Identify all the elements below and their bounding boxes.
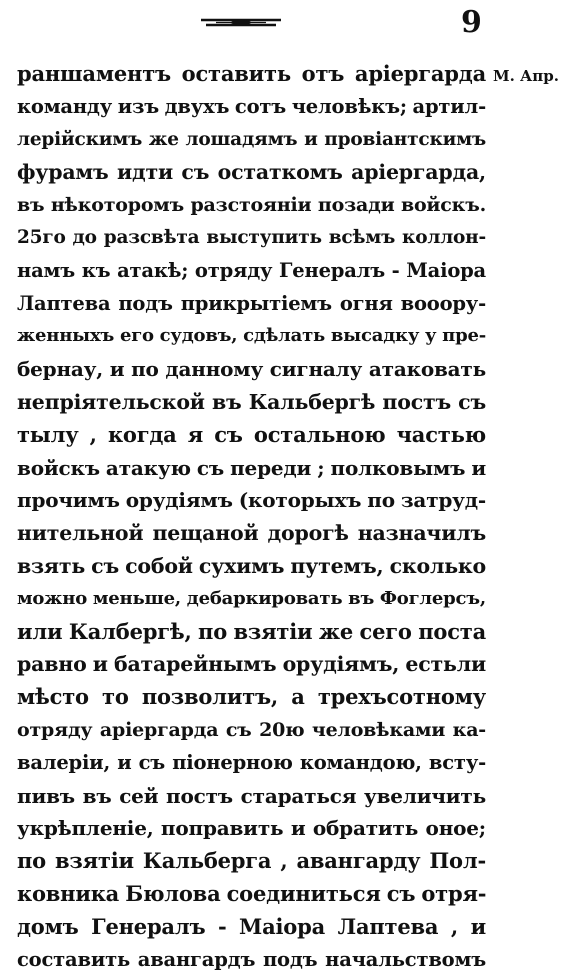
text-line: равно и батарейнымъ орудіямъ, естьли xyxy=(17,652,486,677)
text-line: Лаптева подъ прикрытіемъ огня вооору- xyxy=(17,291,486,315)
text-line: укрѣпленіе, поправить и обратить оное; xyxy=(17,816,486,841)
text-line: отряду аріергарда съ 20ю человѣками ка- xyxy=(17,718,486,741)
body-text xyxy=(17,58,486,976)
text-line: ковника Бюлова соединиться съ отря- xyxy=(17,880,487,906)
text-line: тылу , когда я съ остальною частью xyxy=(17,421,486,447)
text-line: раншаментъ оставить отъ аріергарда xyxy=(17,61,486,86)
text-line: фурамъ идти съ остаткомъ аріергарда, xyxy=(17,160,486,185)
text-line: пивъ въ сей постъ стараться увеличить xyxy=(17,783,486,808)
text-line: 25го до разсвѣта выступить всѣмъ коллон- xyxy=(17,226,486,248)
double-rule-ornament-icon xyxy=(200,17,282,29)
text-line: мѣсто то позволитъ, а трехъсотному xyxy=(17,684,486,710)
text-line: намъ къ атакѣ; отряду Генералъ - Маіора xyxy=(17,258,486,282)
text-line: можно меньше, дебаркировать въ Фоглерсъ, xyxy=(17,587,486,609)
text-line: составить авангардъ подъ начальствомъ xyxy=(17,947,486,971)
margin-note: М. Апр. xyxy=(493,67,559,85)
text-line: прочимъ орудіямъ (которыхъ по затруд- xyxy=(17,488,486,513)
text-line: взять съ собой сухимъ путемъ, сколько xyxy=(17,553,486,578)
text-line: непріятельской въ Кальбергѣ постъ съ xyxy=(17,389,486,414)
text-line: команду изъ двухъ сотъ человѣкъ; артил- xyxy=(17,94,486,118)
text-line: нительной пещаной дорогѣ назначилъ xyxy=(17,521,486,546)
page-number: 9 xyxy=(461,5,482,40)
text-line: домъ Генералъ - Маіора Лаптева , и xyxy=(17,913,486,939)
text-line: по взятіи Кальберга , авангарду Пол- xyxy=(17,848,486,874)
text-line: женныхъ его судовъ, сдѣлать высадку у пре- xyxy=(17,325,486,347)
text-line: лерійскимъ же лошадямъ и провіантскимъ xyxy=(17,128,486,150)
text-line: войскъ атакую съ переди ; полковымъ и xyxy=(17,455,486,480)
text-line: бернау, и по данному сигналу атаковать xyxy=(17,357,486,382)
text-line: въ нѣкоторомъ разстояніи позади войскъ. xyxy=(17,194,486,217)
text-line: или Калбергѣ, по взятіи же сего поста xyxy=(17,618,486,644)
text-line: валеріи, и съ піонерною командою, всту- xyxy=(17,750,486,774)
